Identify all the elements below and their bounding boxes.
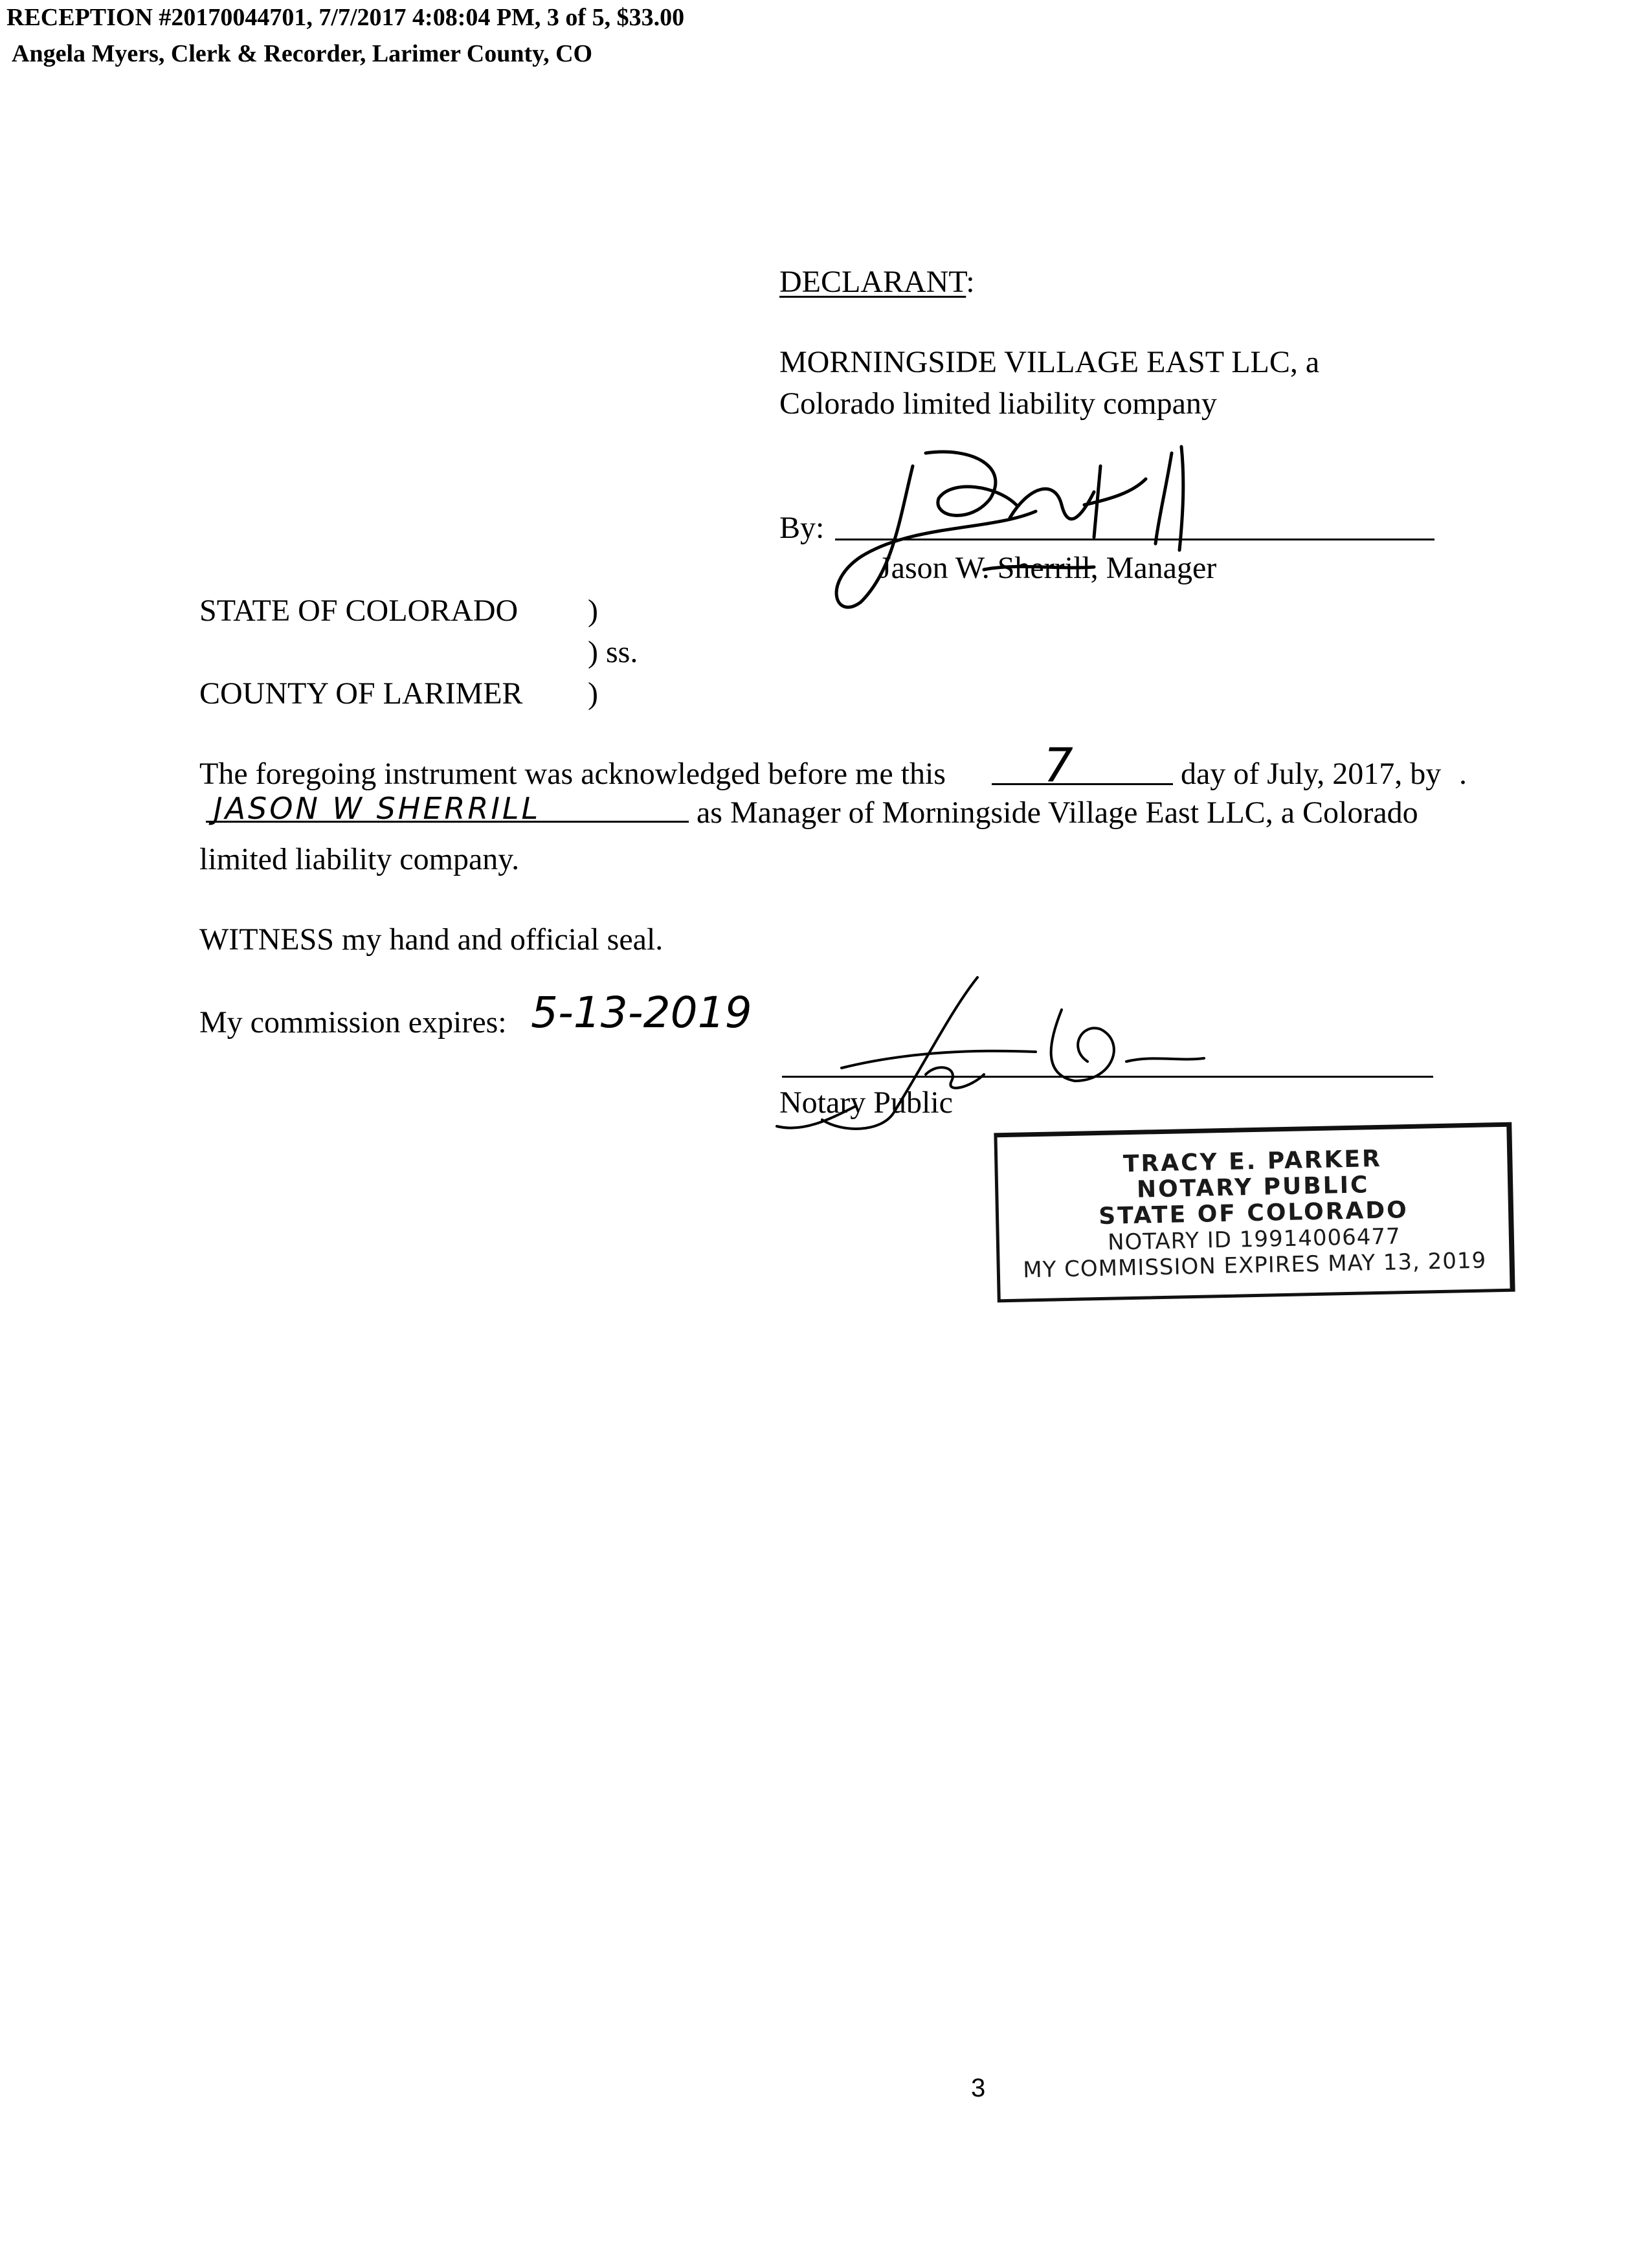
by-label: By: <box>779 511 825 545</box>
stamp-expiration: MY COMMISSION EXPIRES MAY 13, 2019 <box>1022 1247 1487 1284</box>
ack-text-3: as Manager of Morningside Village East LLC, a Colorado <box>697 795 1418 830</box>
ack-text-1: The foregoing instrument was acknowledged before me this <box>199 757 946 791</box>
day-blank-line <box>992 783 1173 785</box>
company-line-1: MORNINGSIDE VILLAGE EAST LLC, a <box>779 345 1320 379</box>
stamp-state: STATE OF COLORADO <box>1098 1197 1409 1230</box>
notary-stamp <box>994 1122 1515 1303</box>
stamp-title: NOTARY PUBLIC <box>1136 1172 1370 1203</box>
venue-paren-2: ) <box>588 676 598 711</box>
declarant-signature <box>822 440 1236 628</box>
stamp-name: TRACY E. PARKER <box>1122 1145 1383 1178</box>
ack-text-4: limited liability company. <box>199 842 520 876</box>
company-line-2: Colorado limited liability company <box>779 386 1217 421</box>
venue-paren-1: ) <box>588 594 598 628</box>
venue-state: STATE OF COLORADO <box>199 594 519 628</box>
clerk-line: Angela Myers, Clerk & Recorder, Larimer County, CO <box>12 40 593 67</box>
declarant-heading-text: DECLARANT <box>779 265 966 299</box>
witness-line: WITNESS my hand and official seal. <box>199 922 664 957</box>
day-handwritten: 7 <box>1044 738 1073 792</box>
reception-line: RECEPTION #20170044701, 7/7/2017 4:08:04 PM, 3 of 5, $33.00 <box>6 4 685 31</box>
name-handwritten: JASON W SHERRILL <box>214 791 541 826</box>
commission-label: My commission expires: <box>199 1005 507 1040</box>
venue-ss: ) ss. <box>588 635 638 669</box>
notary-signature <box>764 971 1230 1139</box>
ack-trailing-dot: . <box>1459 757 1467 791</box>
signer-name: Jason W. Sherrill, Manager <box>879 551 1217 585</box>
notary-label: Notary Public <box>779 1085 953 1120</box>
declarant-heading <box>779 264 975 300</box>
stamp-notary-id: NOTARY ID 19914006477 <box>1107 1223 1401 1256</box>
declarant-heading-colon: : <box>966 265 975 299</box>
commission-date-handwritten: 5-13-2019 <box>531 988 752 1038</box>
venue-county: COUNTY OF LARIMER <box>199 676 523 711</box>
page-number: 3 <box>971 2074 986 2102</box>
ack-text-2: day of July, 2017, by <box>1181 757 1442 791</box>
